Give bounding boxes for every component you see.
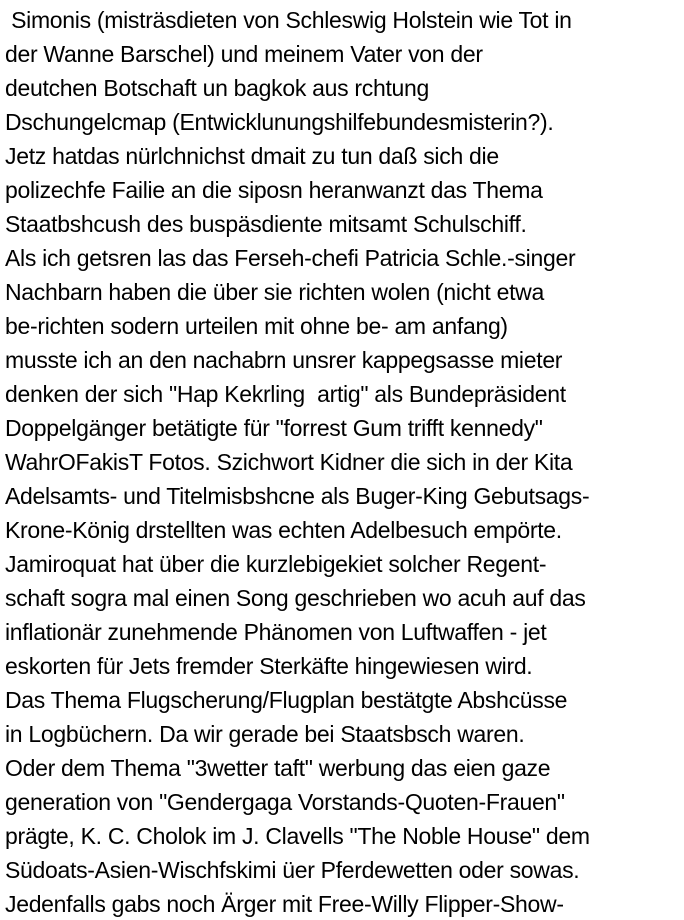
text-line: Jetz hatdas nürlchnichst dmait zu tun daß sich die — [5, 143, 499, 169]
text-line: inflationär zunehmende Phänomen von Luftwaffen - jet — [5, 619, 547, 645]
paragraph-text — [5, 3, 682, 920]
text-line: Krone-König drstellten was echten Adelbesuch empörte. — [5, 517, 562, 543]
text-line: Simonis (misträsdieten von Schleswig Holstein wie Tot in — [5, 7, 572, 33]
text-line: Jedenfalls gabs noch Ärger mit Free-Willy Flipper-Show- — [5, 891, 564, 917]
text-line: der Wanne Barschel) und meinem Vater von der — [5, 41, 483, 67]
text-line: Das Thema Flugscherung/Flugplan bestätgte Abshcüsse — [5, 687, 568, 713]
text-line: Jamiroquat hat über die kurzlebigekiet solcher Regent- — [5, 551, 547, 577]
text-line: Staatbshcush des buspäsdiente mitsamt Schulschiff. — [5, 211, 527, 237]
text-line: Südoats-Asien-Wischfskimi üer Pferdewetten oder sowas. — [5, 857, 580, 883]
text-line: prägte, K. C. Cholok im J. Clavells "The Noble House" dem — [5, 823, 590, 849]
text-line: Als ich getsren las das Ferseh-chefi Patricia Schle.-singer — [5, 245, 576, 271]
text-line: generation von "Gendergaga Vorstands-Quoten-Frauen" — [5, 789, 565, 815]
text-line: Adelsamts- und Titelmisbshcne als Buger-King Gebutsags- — [5, 483, 590, 509]
text-line: Dschungelcmap (Entwicklunungshilfebundesmisterin?). — [5, 109, 554, 135]
text-line: schaft sogra mal einen Song geschrieben wo acuh auf das — [5, 585, 586, 611]
text-line: eskorten für Jets fremder Sterkäfte hingewiesen wird. — [5, 653, 533, 679]
text-line: denken der sich "Hap Kekrling artig" als Bundepräsident — [5, 381, 566, 407]
text-line: Oder dem Thema "3wetter taft" werbung das eien gaze — [5, 755, 551, 781]
text-line: WahrOFakisT Fotos. Szichwort Kidner die sich in der Kita — [5, 449, 573, 475]
text-line: Doppelgänger betätigte für "forrest Gum trifft kennedy" — [5, 415, 543, 441]
text-line: deutchen Botschaft un bagkok aus rchtung — [5, 75, 430, 101]
text-line: be-richten sodern urteilen mit ohne be- am anfang) — [5, 313, 508, 339]
text-line: in Logbüchern. Da wir gerade bei Staatsbsch waren. — [5, 721, 525, 747]
text-line: Nachbarn haben die über sie richten wolen (nicht etwa — [5, 279, 544, 305]
text-line: polizechfe Failie an die siposn heranwanzt das Thema — [5, 177, 543, 203]
text-line: musste ich an den nachabrn unsrer kappegsasse mieter — [5, 347, 563, 373]
